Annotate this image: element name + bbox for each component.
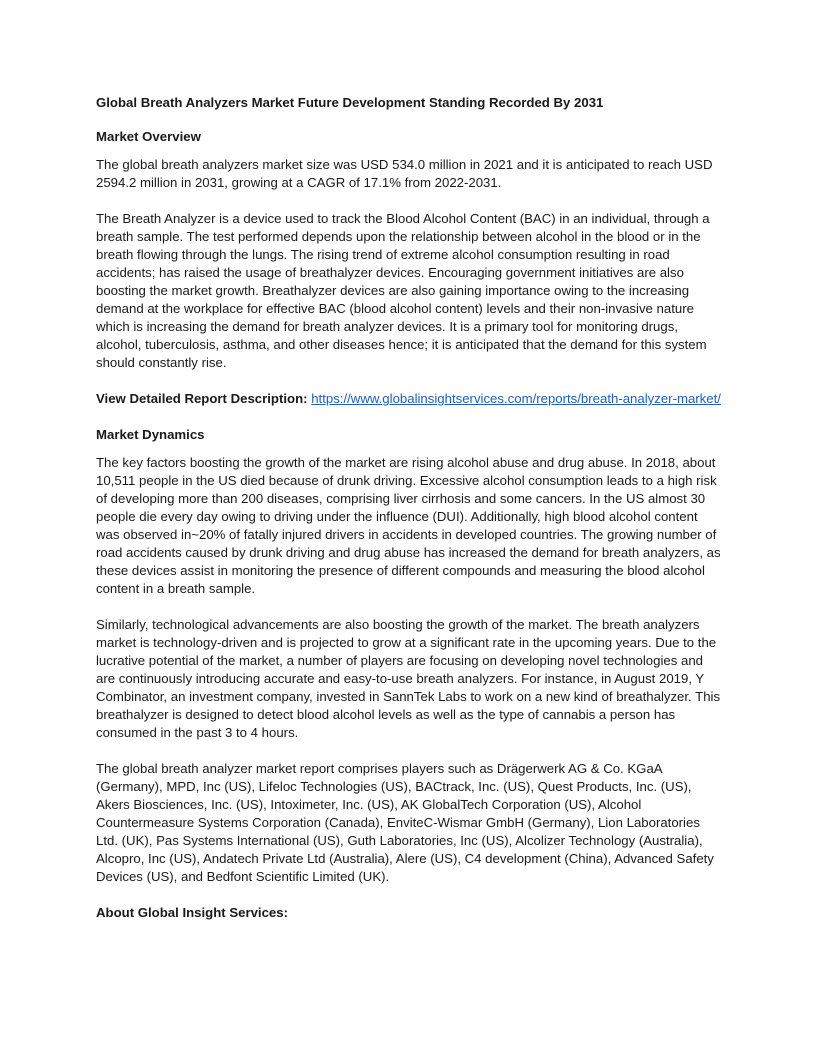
overview-paragraph-2: The Breath Analyzer is a device used to track the Blood Alcohol Content (BAC) in an individual, through a breath sample. The test performed depends upon the relationship between alcohol in the blood or in the breath flowing through the lungs. The rising trend of extreme alcohol consumption resulting in road accidents; has raised the usage of breathalyzer devices. Encouraging government initiatives are also boosting the market growth. Breathalyzer devices are also gaining importance owing to the increasing demand at the workplace for effective BAC (blood alcohol content) levels and their non-invasive nature which is increasing the demand for breath analyzer devices. It is a primary tool for monitoring drugs, alcohol, tuberculosis, asthma, and other diseases hence; it is anticipated that the demand for this system should constantly rise.: [96, 211, 710, 370]
report-link-line: [96, 390, 724, 408]
market-dynamics-heading: Market Dynamics: [96, 427, 205, 442]
overview-paragraph-1: The global breath analyzers market size was USD 534.0 million in 2021 and it is anticipated to reach USD 2594.2 million in 2031, growing at a CAGR of 17.1% from 2022-2031.: [96, 157, 713, 190]
report-link-label: View Detailed Report Description:: [96, 391, 308, 406]
document-title: Global Breath Analyzers Market Future Development Standing Recorded By 2031: [96, 95, 604, 110]
document-page: [96, 94, 724, 932]
dynamics-paragraph-1: The key factors boosting the growth of the market are rising alcohol abuse and drug abuse. In 2018, about 10,511 people in the US died because of drunk driving. Excessive alcohol consumption leads to a high risk of developing more than 200 diseases, comprising liver cirrhosis and some cancers. In the US almost 30 people die every day owing to driving under the influence (DUI). Additionally, high blood alcohol content was observed in~20% of fatally injured drivers in accidents in developed countries. The growing number of road accidents caused by drunk driving and drug abuse has increased the demand for breath analyzers, as these devices assist in monitoring the presence of different compounds and measuring the blood alcohol content in a breath sample.: [96, 455, 721, 596]
dynamics-paragraph-2: Similarly, technological advancements are also boosting the growth of the market. The breath analyzers market is technology-driven and is projected to grow at a significant rate in the upcoming years. Due to the lucrative potential of the market, a number of players are focusing on developing novel technologies and are continuously introducing accurate and easy-to-use breath analyzers. For instance, in August 2019, Y Combinator, an investment company, invested in SannTek Labs to work on a new kind of breathalyzer. This breathalyzer is designed to detect blood alcohol levels as well as the type of cannabis a person has consumed in the past 3 to 4 hours.: [96, 617, 721, 740]
dynamics-paragraph-3: The global breath analyzer market report comprises players such as Drägerwerk AG & Co. KGaA (Germany), MPD, Inc (US), Lifeloc Technologies (US), BACtrack, Inc. (US), Quest Products, Inc. (US), Akers Biosciences, Inc. (US), Intoximeter, Inc. (US), AK GlobalTech Corporation (US), Alcohol Countermeasure Systems Corporation (Canada), EnviteC-Wismar GmbH (Germany), Lion Laboratories Ltd. (UK), Pas Systems International (US), Guth Laboratories, Inc (US), Alcolizer Technology (Australia), Alcopro, Inc (US), Andatech Private Ltd (Australia), Alere (US), C4 development (China), Advanced Safety Devices (US), and Bedfont Scientific Limited (UK).: [96, 761, 714, 884]
about-heading: About Global Insight Services:: [96, 905, 288, 920]
report-link[interactable]: https://www.globalinsightservices.com/reports/breath-analyzer-market/: [311, 391, 721, 406]
market-overview-heading: Market Overview: [96, 129, 201, 144]
